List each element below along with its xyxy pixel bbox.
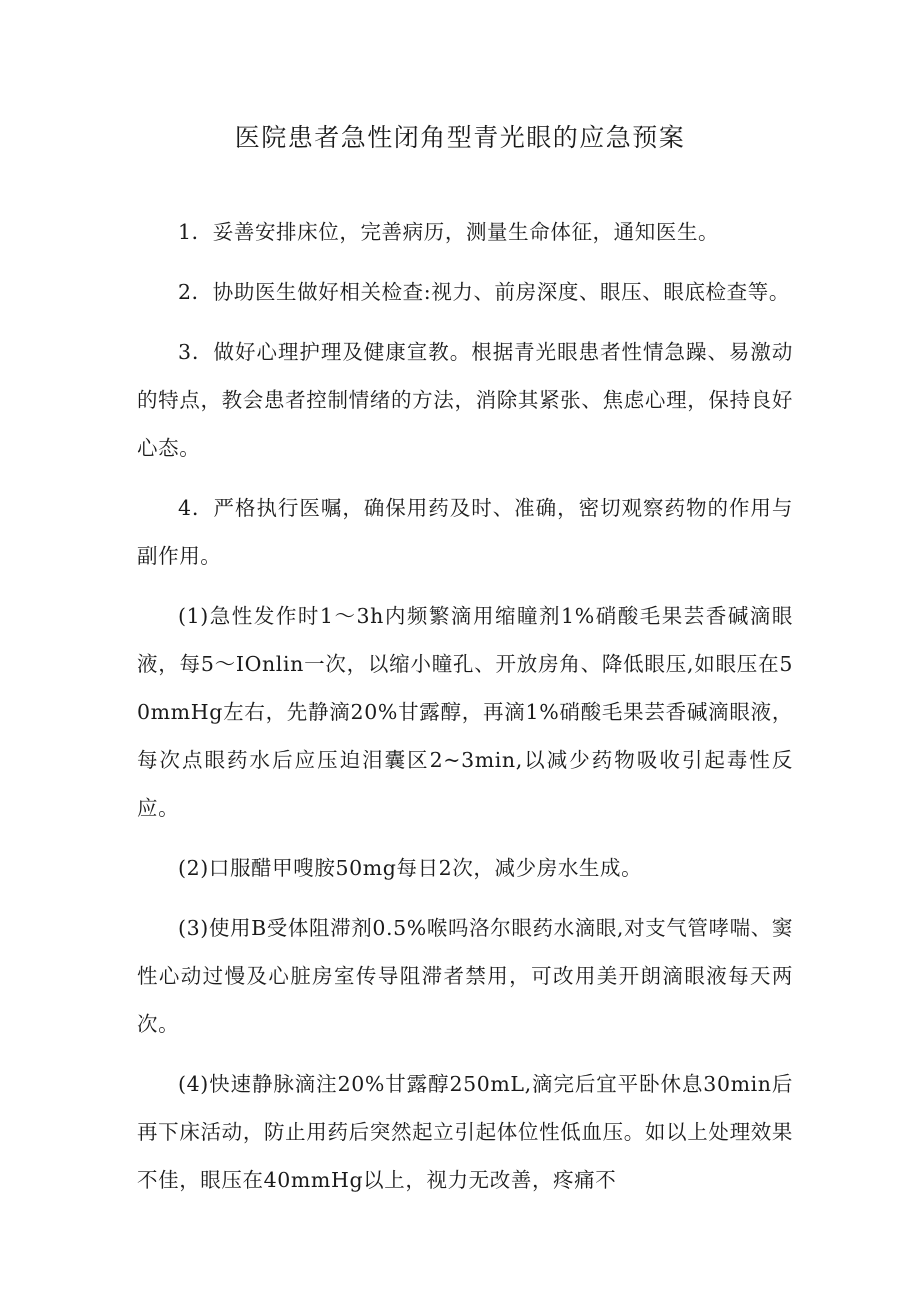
paragraph-2: 2．协助医生做好相关检查:视力、前房深度、眼压、眼底检查等。: [178, 280, 790, 304]
paragraph-4-1: (1)急性发作时1～3h内频繁滴用缩瞳剂1%硝酸毛果芸香碱滴眼液，每5～IOnlin一次，以缩小瞳孔、开放房角、降低眼压,如眼压在50mmHg左右，先静滴20%甘露醇，再滴1%硝酸毛果芸香碱滴眼液，每次点眼药水后应压迫泪囊区2~3min,以减少药物吸收引起毒性反应。: [137, 604, 793, 820]
paragraph-4: 4．严格执行医嘱，确保用药及时、准确，密切观察药物的作用与副作用。: [137, 496, 793, 568]
paragraph-4-2: (2)口服醋甲嗖胺50mg每日2次，减少房水生成。: [178, 856, 643, 880]
paragraph-4-3: (3)使用B受体阻滞剂0.5%喉吗洛尔眼药水滴眼,对支气管哮喘、窦性心动过慢及心脏房室传导阻滞者禁用，可改用美开朗滴眼液每天两次。: [137, 916, 793, 1036]
paragraph-4-4: (4)快速静脉滴注20%甘露醇250mL,滴完后宜平卧休息30min后再下床活动，防止用药后突然起立引起体位性低血压。如以上处理效果不佳，眼压在40mmHg以上，视力无改善，疼痛不: [137, 1072, 793, 1192]
document-body: [137, 208, 793, 1216]
paragraph-3: 3．做好心理护理及健康宣教。根据青光眼患者性情急躁、易激动的特点，教会患者控制情绪的方法，消除其紧张、焦虑心理，保持良好心态。: [137, 340, 793, 460]
document-title: 医院患者急性闭角型青光眼的应急预案: [234, 123, 686, 152]
paragraph-1: 1．妥善安排床位，完善病历，测量生命体征，通知医生。: [178, 220, 720, 244]
